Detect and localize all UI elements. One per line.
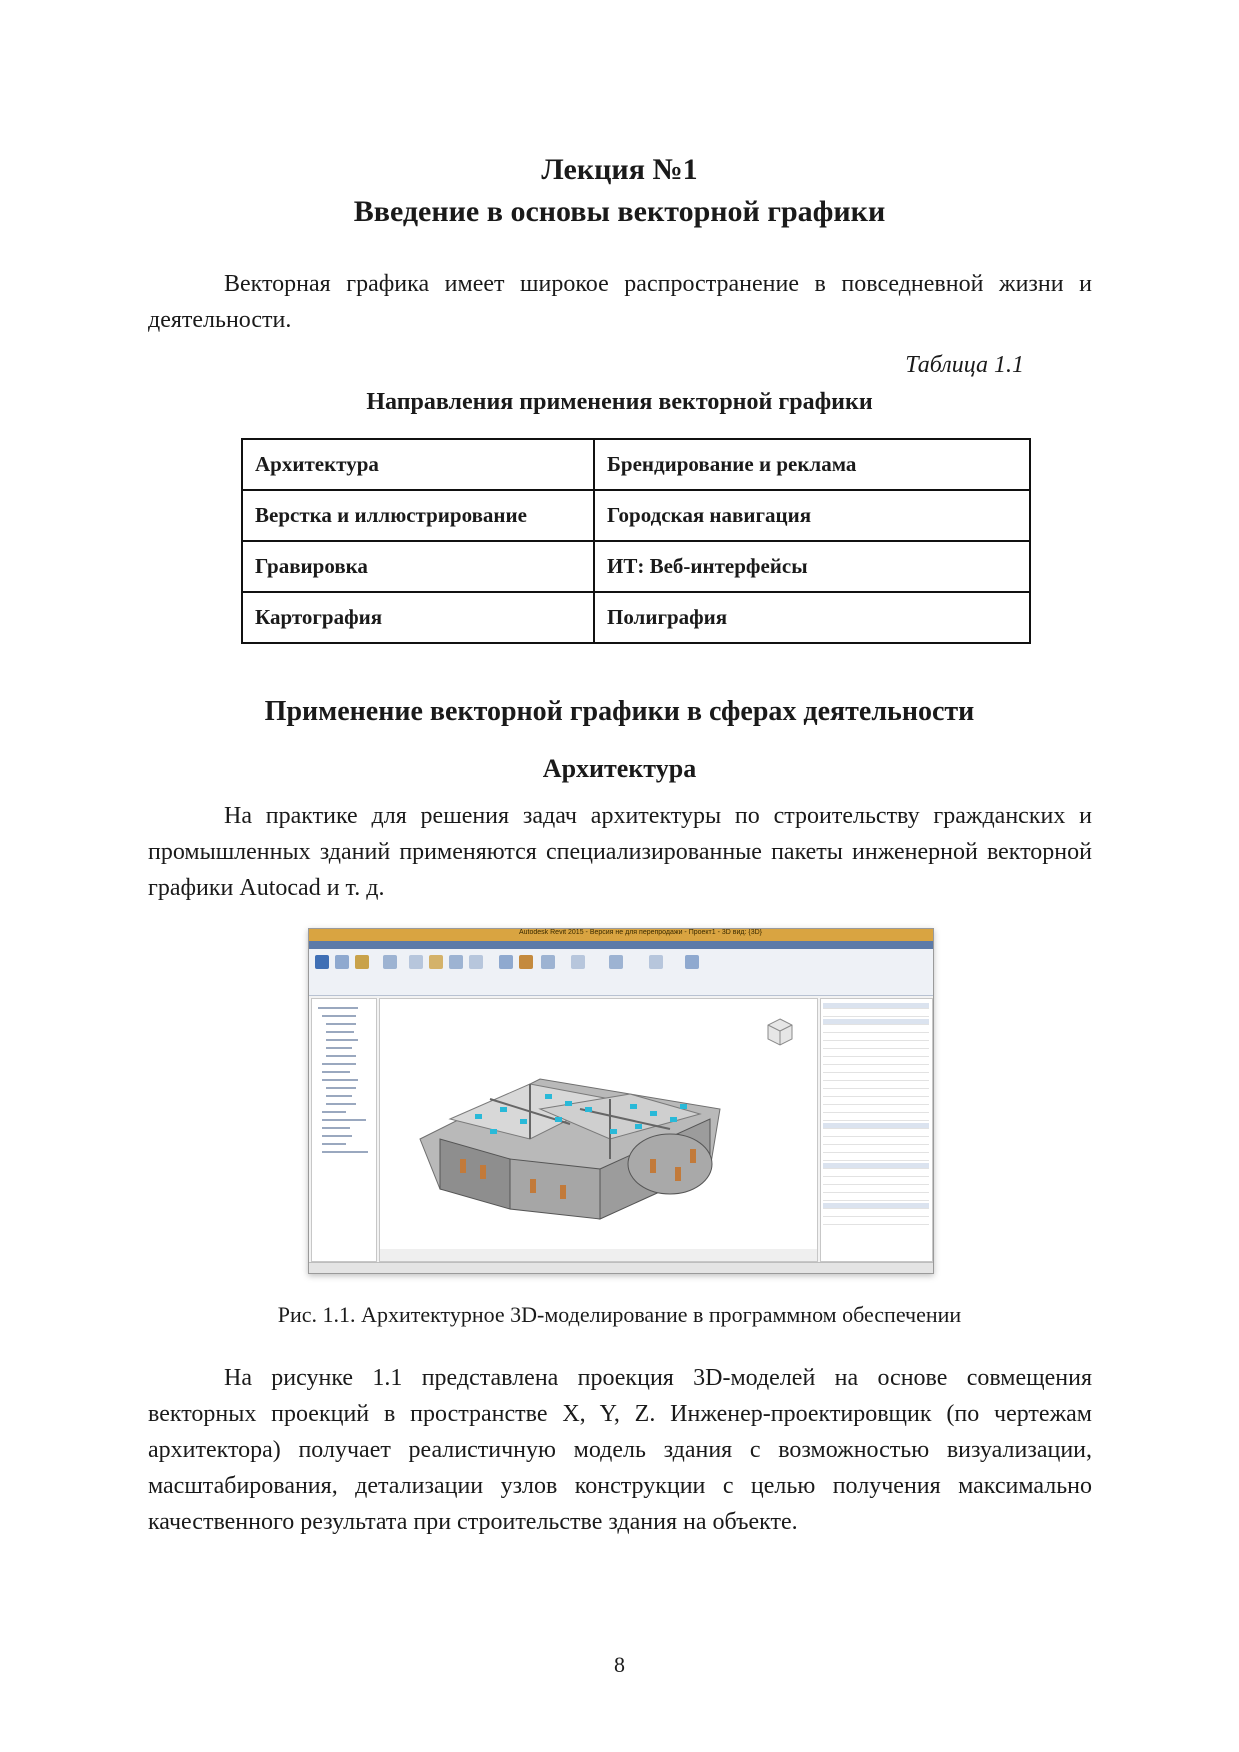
page-number: 8 [614, 1652, 625, 1677]
tool-icon [429, 955, 443, 969]
tool-icon [541, 955, 555, 969]
tool-icon [383, 955, 397, 969]
table-cell: Полиграфия [594, 592, 1030, 643]
intro-paragraph: Векторная графика имеет широкое распространение в повседневной жизни и деятельности. [148, 271, 1092, 333]
building-model [380, 999, 817, 1261]
section-title: Применение векторной графики в сферах деятельности [264, 696, 975, 727]
table-cell: Картография [242, 592, 594, 643]
table-cell: ИТ: Веб-интерфейсы [594, 541, 1030, 592]
page-title: Введение в основы векторной графики [353, 195, 886, 228]
project-browser [311, 998, 377, 1262]
figure-screenshot [308, 928, 934, 1274]
table-cell: Городская навигация [594, 490, 1030, 541]
table-cell: Брендирование и реклама [594, 439, 1030, 490]
menu-bar [309, 941, 933, 949]
ribbon-toolbar [309, 949, 933, 996]
tool-icon [449, 955, 463, 969]
table-row [242, 439, 1030, 490]
table-title: Направления применения векторной графики [366, 389, 873, 415]
table-cell: Верстка и иллюстрирование [242, 490, 594, 541]
tool-icon [519, 955, 533, 969]
properties-panel [820, 998, 933, 1262]
table-row [242, 541, 1030, 592]
tool-icon [355, 955, 369, 969]
section-subtitle: Архитектура [542, 754, 697, 783]
table-row [242, 592, 1030, 643]
3d-view [379, 998, 818, 1262]
table-row [242, 490, 1030, 541]
tool-icon [649, 955, 663, 969]
modify-icon [315, 955, 329, 969]
window-titlebar [309, 929, 933, 941]
tool-icon [609, 955, 623, 969]
figure-caption: Рис. 1.1. Архитектурное 3D-моделирование в программном обеспечении [277, 1302, 962, 1327]
tool-icon [685, 955, 699, 969]
table-cell: Архитектура [242, 439, 594, 490]
view-cube-icon [768, 1019, 792, 1045]
tool-icon [571, 955, 585, 969]
architecture-paragraph: На практике для решения задач архитектуры по строительству гражданских и промышленных зданий применяются специализированные пакеты инженерной векторной графики Autocad и т. д. [148, 803, 1092, 901]
window-title: Autodesk Revit 2015 - Версия не для перепродажи - Проект1 - 3D вид: {3D} [519, 929, 763, 936]
tool-icon [335, 955, 349, 969]
tool-icon [409, 955, 423, 969]
tool-icon [499, 955, 513, 969]
tool-icon [469, 955, 483, 969]
table-cell: Гравировка [242, 541, 594, 592]
description-paragraph: На рисунке 1.1 представлена проекция 3D-моделей на основе совмещения векторных проекций в пространстве X, Y, Z. Инженер-проектировщик (по чертежам архитектора) получает реалистичную модель здания с возможностью визуализации, масштабирования, детализации узлов конструкции с целью получения максимально качественного результата при строительстве здания на объекте. [148, 1365, 1092, 1535]
table-label: Таблица 1.1 [905, 352, 1024, 378]
status-bar [309, 1262, 933, 1274]
application-areas-table [241, 438, 1031, 644]
lecture-number: Лекция №1 [541, 153, 698, 186]
